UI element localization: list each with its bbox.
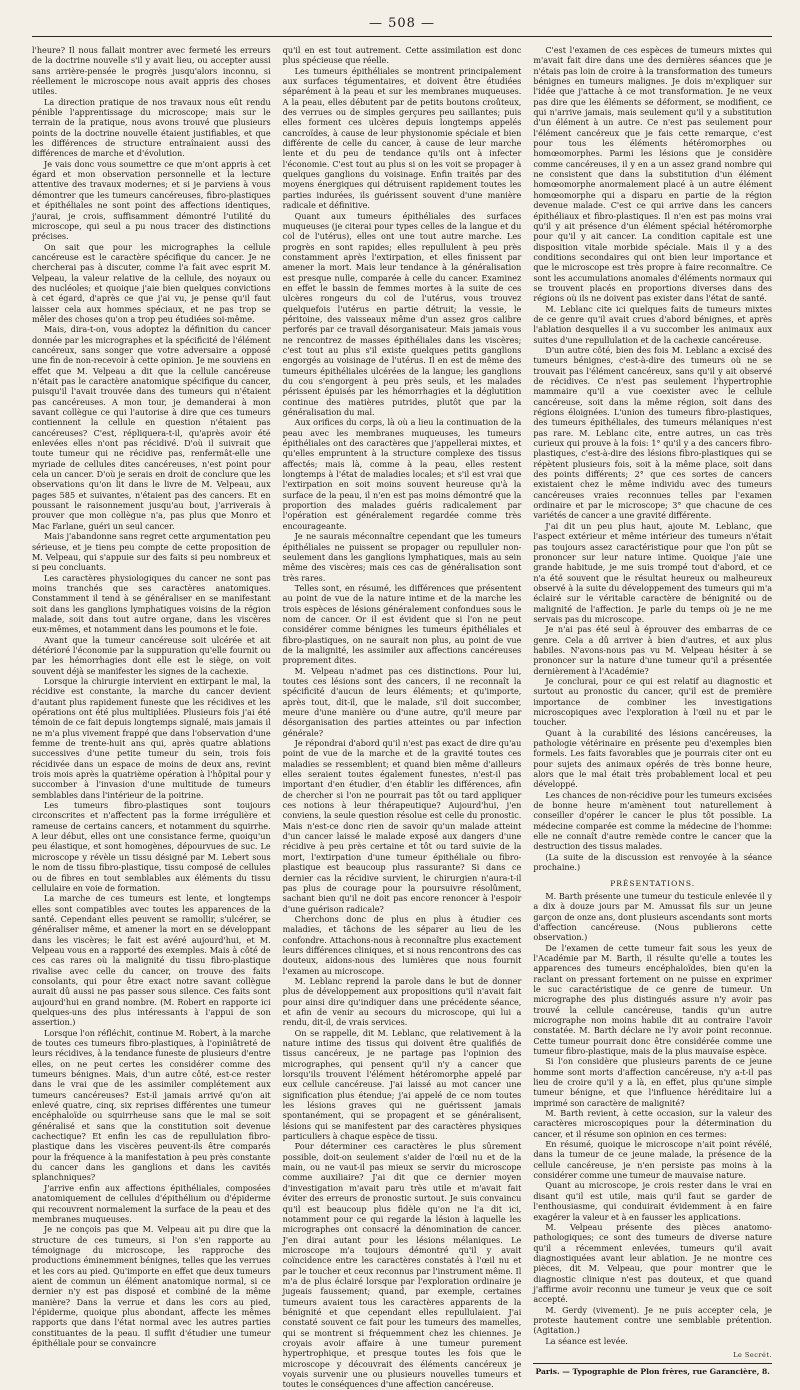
paragraph: La séance est levée. (545, 1335, 628, 1346)
paragraph: M. Leblanc reprend la parole dans le but de donner plus de développement aux propositions qu'il n'avait fait pour ainsi dire qu'indiquer dans une précédente séance, et afin de venir au secours du microscope, qui lui a rendu, dit-il, de vrais services. (282, 975, 522, 1028)
printer-line: Paris. — Typographie de Plon frères, rue Garancière, 8. (535, 1367, 770, 1377)
paragraph: Je vais donc vous soumettre ce que m'ont appris à cet égard et mon observation personnelle et la lecture attentive des travaux modernes; et si je parviens à vous démontrer que les tumeurs cancéreuses, fibro-plastiques et épithéliales ne sont point des affections identiques, j'aurai, je crois, suffisamment démontré l'utilité du microscope, qui seul a pu nous tracer des distinctions précises. (32, 158, 271, 242)
paragraph: qu'il en est tout autrement. Cette assimilation est donc plus spécieuse que réelle. (282, 45, 522, 66)
page-number: — 508 — (368, 16, 436, 31)
paragraph: Lorsque la chirurgie intervient en extirpant le mal, la récidive est constante, la marche du cancer devient d'autant plus rapidement funeste que les récidives et les opérations ont été plus multipliées. Plusieurs fois j'ai été témoin de ce fait depuis longtemps signalé, mais jamais il ne m'a plus vivement frappé que dans l'observation d'une femme de trente-huit ans qui, après quatre ablations successives d'une petite tumeur du sein, trois fois récidivée dans un espace de moins de deux ans, revint trois mois après la quatrième opération à l'hôpital pour y succomber à l'invasion d'une multitude de tumeurs semblables dans l'intérieur de la poitrine. (32, 675, 271, 800)
paragraph: Si l'on considère que plusieurs parents de ce jeune homme sont morts d'affection cancéreuse, n'y a-t-il pas lieu de croire qu'il y a là, en effet, plus qu'une simple tumeur bénigne, et que l'influence héréditaire lui a imprimé son caractère de malignité? (533, 1056, 773, 1108)
paragraph: Aux orifices du corps, là où a lieu la continuation de la peau avec les membranes muqueuses, les tumeurs épithéliales ont des caractères que j'appellerai mixtes, et qu'elles empruntent à la structure complexe des tissus affectés; mais là, comme à la peau, elles restent longtemps à l'état de maladies locales; et s'il est vrai que l'extirpation en soit moins souvent heureuse qu'à la surface de la peau, il n'en est pas moins démontré que la proportion des malades guéris radicalement par l'opération est généralement regardée comme très encourageante. (282, 417, 522, 531)
column-left (32, 45, 271, 1348)
paragraph: Les caractères physiologiques du cancer ne sont pas moins tranchés que ses caractères anatomiques. Constamment il tend à se généraliser en se manifestant soit dans les ganglions lymphatiques voisins de la région malade, soit dans tout autre organe, dans les viscères eux-mêmes, et notamment dans les poumons et le foie. (32, 572, 271, 635)
paragraph: Je n'ai pas été seul à éprouver des embarras de ce genre. Cela a dû arriver à bien d'autres, et aux plus habiles. N'avons-nous pas vu M. Velpeau hésiter à se prononcer sur la nature d'une tumeur qu'il a présentée dernièrement à l'Académie? (533, 624, 773, 676)
paragraph: Cherchons donc de plus en plus à étudier ces maladies, et tâchons de les séparer au lieu de les confondre. Attachons-nous à reconnaître plus exactement leurs différences cliniques, et si nous rencontrons des cas douteux, aidons-nous des lumières que nous fournit l'examen au microscope. (282, 913, 522, 976)
paragraph: Les tumeurs épithéliales se montrent principalement aux surfaces tégumentaires, et doivent être étudiées séparément à la peau et sur les membranes muqueuses. A la peau, elles débutent par de petits boutons croûteux, des verrues ou de simples gerçures peu saillantes; puis elles forment ces ulcères depuis longtemps appelés cancroïdes, à cause de leur physionomie spéciale et bien différente de celle du cancer, à cause de leur marche lente et du peu de tendance qu'ils ont à infecter l'économie. C'est tout au plus si on les voit se propager à quelques ganglions du voisinage. Enfin traités par des moyens énergiques qui détruisent rapidement toutes les parties indurées, ils guérissent souvent d'une manière radicale et définitive. (282, 65, 522, 211)
paragraph: l'heure? Il nous fallait montrer avec fermeté les erreurs de la doctrine nouvelle s'il y avait lieu, ou accepter aussi sans arrière-pensée le progrès jusqu'alors inconnu, si réellement le microscope nous avait appris des choses utiles. (32, 45, 271, 97)
paragraph: C'est l'examen de ces espèces de tumeurs mixtes qui m'avait fait dire dans une des dernières séances que je n'étais pas loin de croire à la transformation des tumeurs bénignes en tumeurs malignes. Je dois m'expliquer sur l'idée que j'attache à ce mot transformation. Je ne veux pas dire que les éléments se déforment, se modifient, ce qui n'arrive jamais, mais seulement qu'il y a substitution d'un élément à un autre. Ce n'est pas seulement pour l'élément cancéreux que je fais cette remarque, c'est pour tous les éléments hétéromorphes ou homœomorphes. Parmi les lésions que je considère comme cancéreuses, il y en a un assez grand nombre qui ne consistent que dans la substitution d'un élément homœomorphe anormalement placé à un autre élément homœomorphe qui a disparu en partie de la région devenue malade. C'est ce qui arrive dans les cancers épithéliaux et fibro-plastiques. Il n'en est pas moins vrai qu'il y ait présence d'un élément spécial hétéromorphe pour qu'il y ait cancer. La condition capitale est une disposition vitale morbide spéciale. Mais il y a des conditions secondaires qui ont bien leur importance et que le microscope est très propre à faire reconnaître. Ce sont les accumulations anomales d'éléments normaux qui se trouvent placés en proportions diverses dans des régions où ils ne doivent pas exister dans l'état de santé. (533, 45, 773, 304)
paragraph: Pour déterminer ces caractères le plus sûrement possible, doit-on seulement s'aider de l'œil nu et de la main, ou ne vaut-il pas mieux se servir du microscope comme auxiliaire? J'ai dit que ce dernier moyen d'investigation m'avait paru très utile et m'avait fait éviter des erreurs de pronostic surtout. Je suis convaincu qu'il est beaucoup plus fidèle qu'on ne l'a dit ici, notamment pour ce qui regarde la lésion à laquelle les micrographes ont consacré la dénomination de cancer. J'en dirai autant pour les lésions mélaniques. Le microscope m'a toujours démontré qu'il y avait coïncidence entre les caractères constatés à l'œil nu et par le toucher et ceux reconnus par l'instrument même. Il m'a de plus éclairé lorsque par l'exploration ordinaire je jugeais faussement; quand, par exemple, certaines tumeurs avaient tous les caractères apparents de la bénignité et que cependant elles repullulaient. J'ai constaté souvent ce fait pour les tumeurs des mamelles, qui se montrent si fréquemment chez les chiennes. Je croyais avoir affaire à une tumeur purement hypertrophique, et presque toutes les fois que le microscope y découvrait des éléments cancéreux je voyais survenir une ou plusieurs nouvelles tumeurs et toutes le conséquences d'une affection cancéreuse. (282, 1141, 522, 1390)
paragraph: D'un autre côté, bien des fois M. Leblanc a excisé des tumeurs bénignes, c'est-à-dire des tumeurs où ne se trouvait pas l'élément cancéreux, sans qu'il y ait observé de récidives. Ce n'est pas seulement l'hypertrophie mammaire qu'il a vue coexister avec le cellule cancéreuse, soit dans la même région, soit dans des régions éloignées. L'union des tumeurs fibro-plastiques, des tumeurs épithéliales, des tumeurs mélaniques n'est pas rare. M. Leblanc cite, entre autres, un cas très curieux qui prouve à la fois: 1° qu'il y a des cancers fibro-plastiques, c'est-à-dire des lésions fibro-plastiques qui se répètent plusieurs fois, soit à la même place, soit dans des points différents; 2° que ces sortes de cancers existaient chez le même individu avec des tumeurs cancéreuses vraies reconnues telles par l'examen ordinaire et par le microscope; 3° que chacune de ces variétés de cancer a une gravité différente. (533, 344, 773, 521)
column-right-bottom (533, 891, 772, 1346)
paragraph: Mais, dira-t-on, vous adoptez la définition du cancer donnée par les micrographes et la spécificité de l'élément cancéreux, sans songer que votre adversaire a opposé une fin de non-recevoir à cette opinion. Je me souviens en effet que M. Velpeau a dit que la cellule cancéreuse n'était pas le caractère anatomique spécifique du cancer, puisqu'il l'avait trouvée dans des tumeurs qui n'étaient pas cancéreuses. A mon tour, je demanderai à mon savant collègue ce qui l'autorise à dire que ces tumeurs contiennent la cellule en question n'étaient pas cancéreuses? C'est, répliquera-t-il, qu'après avoir été enlevées elles n'ont pas récidivé. D'où il suivrait que toute tumeur qui ne récidive pas, renfermât-elle une myriade de cellules dites cancéreuses, n'est point pour cela un cancer. D'où je serais en droit de conclure que les observations qu'on lit dans le livre de M. Velpeau, aux pages 585 et suivantes, n'étaient pas des cancers. Et en poussant le raisonnement jusqu'au bout, j'arriverais à prouver que mon collègue n'a, pas plus que Monro et Mac Farlane, guéri un seul cancer. (32, 324, 271, 531)
paragraph: On se rappelle, dit M. Leblanc, que relativement à la nature intime des tissus qui doivent être qualifiés de tissus cancéreux, je ne partage pas l'opinion des micrographes, qui pensent qu'il n'y a cancer que lorsqu'ils trouvent l'élément hétéromorphe appelé par eux cellule cancéreuse. J'ai laissé au mot cancer une signification plus étendue; j'ai appelé de ce nom toutes les lésions graves qui ne guérissent jamais spontanément, qui se propagent et se généralisent, lésions qui se manifestent par des caractères physiques particuliers à chaque espèce de tissu. (282, 1027, 522, 1142)
paragraph: Quant à la curabilité des lésions cancéreuses, la pathologie vétérinaire en présente peu d'exemples bien formels. Les faits favorables que je pourrais citer ont eu pour sujets des animaux opérés de très bonne heure, alors que le mal était très probablement local et peu développé. (533, 727, 773, 790)
paragraph: Telles sont, en résumé, les différences que présentent au point de vue de la nature intime et de la marche les trois espèces de lésions généralement confondues sous le nom de cancer. Or il est évident que si l'on ne peut considérer comme bénignes les tumeurs épithéliales et fibro-plastiques, on ne saurait non plus, au point de vue de la malignité, les assimiler aux affections cancéreuses proprement dites. (282, 582, 522, 666)
paragraph: De l'examen de cette tumeur fait sous les yeux de l'Académie par M. Barth, il résulte qu'elle a toutes les apparences des tumeurs encéphaloïdes, bien qu'en la raclant on pressant fortement on ne puisse en exprimer le suc caractéristique de ce genre de tumeur. Un micrographe des plus distingués assure n'y avoir pas trouvé la cellule cancéreuse, tandis qu'un autre micrographe non moins habile dit au contraire l'avoir constatée. M. Barth déclare ne l'y avoir point reconnue. Cette tumeur pourrait donc être considérée comme une tumeur fibro-plastique, mais de la plus mauvaise espèce. (533, 942, 773, 1056)
paragraph: Avant que la tumeur cancéreuse soit ulcérée et ait détérioré l'économie par la suppuration qu'elle fournit ou par les hémorrhagies dont elle est le siège, on voit souvent déjà se manifester les signes de la cachexie. (32, 634, 271, 676)
paragraph: Je ne conçois pas que M. Velpeau ait pu dire que la structure de ces tumeurs, si l'on s'en rapporte au témoignage du microscope, les rapproche des productions éminemment bénignes, telles que les verrues et les cors au pied. Qu'importe en effet que deux tumeurs aient de commun un élément anatomique normal, si ce dernier n'y est pas disposé et combiné de la même manière? Dans la verrue et dans les cors au pied, l'épiderme, quoique plus abondant, affecte les mêmes rapports que dans l'état normal avec les autres parties constituantes de la peau. Il suffit d'étudier une tumeur épithéliale pour se convaincre (32, 1224, 271, 1348)
paragraph: M. Barth présente une tumeur du testicule enlevée il y a dix à douze jours par M. Amussat fils sur un jeune garçon de onze ans, dont plusieurs ascendants sont morts d'affection cancéreuse. (Nous publierons cette observation.) (533, 890, 773, 943)
column-right (533, 45, 773, 1377)
paragraph: Quant au microscope, je crois rester dans le vrai en disant qu'il est utile, mais qu'il faut se garder de l'enthousiasme, qui conduirait évidemment à en faire exagérer la valeur et à en fausser les applications. (533, 1180, 773, 1222)
column-middle (282, 45, 522, 1390)
paragraph: La marche de ces tumeurs est lente, et longtemps elles sont compatibles avec toutes les apparences de la santé. Cependant elles peuvent se ramollir, s'ulcérer, se généraliser même, et amener la mort en se développant dans les viscères; le fait est avéré aujourd'hui, et M. Velpeau vous en a rapporté des exemples. Mais à côté de ces cas rares où la malignité du tissu fibro-plastique rivalise avec celle du cancer, on trouve des faits consolants, qui pour être exact notre savant collègue aurait dû aussi ne pas passer sous silence. Ces faits sont aujourd'hui en grand nombre. (M. Robert en rapporte ici quelques-uns des plus intéressants à l'appui de son assertion.) (32, 893, 271, 1028)
paragraph: M. Barth revient, à cette occasion, sur la valeur des caractères microscopiques pour la détermination du cancer, et il résume son opinion en ces termes: (533, 1108, 773, 1139)
signature: Le Secrét. (733, 1350, 773, 1359)
section-heading-presentations: PRÉSENTATIONS. (610, 878, 696, 888)
paragraph: M. Gerdy (vivement). Je ne puis accepter cela, je proteste hautement contre une semblable prétention. (Agitation.) (533, 1304, 773, 1336)
footer-rule (533, 1363, 772, 1364)
paragraph: J'arrive enfin aux affections épithéliales, composées anatomiquement de cellules d'épithélium ou d'épiderme qui recouvrent normalement la surface de la peau et des membranes muqueuses. (32, 1182, 271, 1224)
paragraph: La direction pratique de nos travaux nous eût rendu pénible l'apprentissage du microscope; mais sur le terrain de la pratique, nous avons trouvé que plusieurs points de la doctrine nouvelle étaient justifiables, et que les différences de structure entraînaient aussi des différences de marche et d'évolution. (32, 96, 271, 159)
paragraph: Les chances de non-récidive pour les tumeurs excisées de bonne heure m'amènent tout naturellement à conseiller d'opérer le cancer le plus tôt possible. La médecine comparée est comme la médecine de l'homme: elle ne connaît d'autre remède contre le cancer que la destruction des tissus malades. (533, 789, 773, 852)
paragraph: Les tumeurs fibro-plastiques sont toujours circonscrites et n'affectent pas la forme irrégulière et rameuse de certains cancers, et notamment du squirrhe. A leur début, elles ont une consistance ferme, quoiqu'un peu élastique, et sont homogènes, dépourvues de suc. Le microscope y révèle un tissu désigné par M. Lebert sous le nom de tissu fibro-plastique, tissu composé de cellules ou de fibres en tout semblables aux éléments du tissu cellulaire en voie de formation. (32, 800, 271, 893)
text-columns (32, 45, 773, 1390)
paragraph: Mais j'abandonne sans regret cette argumentation peu sérieuse, et je tiens peu compte de cette proposition de M. Velpeau, qui s'appuie sur des faits si peu nombreux et si peu concluants. (32, 531, 271, 573)
paragraph: M. Leblanc cite ici quelques faits de tumeurs mixtes de ce genre qu'il avait crues d'abord bénignes, et après l'ablation desquelles il a vu succomber les animaux aux suites d'une repullulation et de la cachexie cancéreuse. (533, 303, 773, 345)
paragraph: Je conclurai, pour ce qui est relatif au diagnostic et surtout au pronostic du cancer, qu'il est de première importance de combiner les investigations microscopiques avec l'exploration à l'œil nu et par le toucher. (533, 675, 773, 728)
paragraph: On sait que pour les micrographes la cellule cancéreuse est le caractère spécifique du cancer. Je ne chercherai pas à discuter, comme l'a fait avec esprit M. Velpeau, la valeur relative de la cellule, des noyaux ou des nucléoles; et quoique j'aie bien quelques convictions à cet égard, d'après ce que j'ai vu, je pense qu'il faut laisser cela aux hommes spéciaux, et ne pas trop se mêler des choses qu'on a trop peu étudiées soi-même. (32, 241, 271, 324)
page-header (32, 14, 772, 37)
paragraph: M. Velpeau présente des pièces anatomo-pathologiques; ce sont des tumeurs de diverse nature qu'il a récemment enlevées, tumeurs qu'il avait diagnostiquées avant leur ablation. Je ne montre ces pièces, dit M. Velpeau, que pour montrer que le diagnostic clinique n'est pas douteux, et que quand j'affirme avoir reconnu une tumeur je veux que ce soit accepté. (533, 1221, 773, 1305)
paragraph: En résumé, quoique le microscope n'ait point révélé, dans la tumeur de ce jeune malade, la présence de la cellule cancéreuse, je n'en persiste pas moins à la considérer comme une tumeur de mauvaise nature. (533, 1139, 773, 1181)
paragraph: Je ne saurais méconnaître cependant que les tumeurs épithéliales ne puissent se propager ou repulluler non-seulement dans les ganglions lymphatiques, mais au sein même des viscères; mais ces cas de généralisation sont très rares. (282, 531, 522, 583)
paragraph: Quant aux tumeurs épithéliales des surfaces muqueuses (je citerai pour types celles de la langue et du col de l'utérus), elles ont une tout autre marche. Les progrès en sont rapides; elles repullulent à peu près constamment après l'extirpation, et elles finissent par amener la mort. Mais leur tendance à la généralisation est presque nulle, comparée à celle du cancer. Examinez en effet le bassin de femmes mortes à la suite de ces ulcères rongeurs du col de l'utérus, vous trouvez quelquefois l'utérus en partie détruit; la vessie, le péritoine, des vaisseaux même d'un assez gros calibre perforés par ce travail désorganisateur. Mais jamais vous ne rencontrez de masses épithéliales dans les viscères; c'est tout au plus s'il existe quelques petits ganglions engorgés au voisinage de l'utérus. Il en est de même des tumeurs épithéliales ulcérées de la langue; les ganglions du cou s'engorgent à peu près seuls, et les malades périssent épuisés par les hémorrhagies et la déglutition continue des matières putrides, plutôt que par la généralisation du mal. (282, 210, 522, 418)
paragraph: (La suite de la discussion est renvoyée à la séance prochaine.) (533, 851, 773, 873)
paragraph: Je répondrai d'abord qu'il n'est pas exact de dire qu'au point de vue de la marche et de la gravité toutes ces maladies se ressemblent; et quand bien même d'ailleurs elles seraient toutes également funestes, n'est-il pas important d'en étudier, d'en établir les différences, afin de chercher si l'on ne pourrait pas tôt ou tard appliquer ces notions à leur thérapeutique? Aujourd'hui, j'en conviens, la seule question résolue est celle du pronostic. Mais n'est-ce donc rien de savoir qu'un malade atteint d'un cancer laissé le malade exposé aux dangers d'une récidive à peu près certaine et tôt ou tard suivie de la mort, l'extirpation d'une tumeur épithéliale ou fibro-plastique est beaucoup plus rassurante? Si dans ce dernier cas la récidive survient, le chirurgien n'aura-t-il pas plus de courage pour la poursuivre résolûment, sachant bien qu'il ne doit pas encore renoncer à l'espoir d'une guérison radicale? (282, 738, 522, 914)
paragraph: J'ai dit un peu plus haut, ajoute M. Leblanc, que l'aspect extérieur et même intérieur des tumeurs n'était pas toujours assez caractéristique pour que l'on pût se prononcer sur leur nature intime. Quoique j'aie une grande habitude, je me suis trompé tout d'abord, et ce n'a été souvent que le résultat heureux ou malheureux observé à la suite du développement des tumeurs qui m'a éclairé sur le véritable caractère de bénignité ou de malignité de l'affection. Je parle du temps où je ne me servais pas du microscope. (533, 520, 773, 624)
column-right-top (533, 45, 772, 873)
paragraph: M. Velpeau n'admet pas ces distinctions. Pour lui, toutes ces lésions sont des cancers, il ne reconnaît la spécificité d'aucun de leurs éléments; et qu'importe, après tout, dit-il, que le malade, s'il doit succomber, meure d'une manière ou d'une autre, qu'il meure par désorganisation des parties atteintes ou par infection générale? (282, 665, 522, 738)
paragraph: Lorsque l'on réfléchit, continue M. Robert, à la marche de toutes ces tumeurs fibro-plastiques, à l'opiniâtreté de leurs récidives, à la tendance funeste de plusieurs d'entre elles, on ne peut certes les considérer comme des tumeurs bénignes. Mais, d'un autre côté, est-ce rester dans le vrai que de les assimiler complétement aux tumeurs cancéreuses? Est-il jamais arrivé qu'on ait enlevé quatre, cinq, six reprises différentes une tumeur encéphaloïde ou squirrheuse sans que le mal se soit généralisé et sans que la constitution soit devenue cachectique? Et enfin les cas de repullulation fibro-plastique dans les viscères peuvent-ils être comparés pour la fréquence à la manifestation à peu près constante du cancer dans les ganglions et dans les cavités splanchniques? (32, 1027, 271, 1183)
